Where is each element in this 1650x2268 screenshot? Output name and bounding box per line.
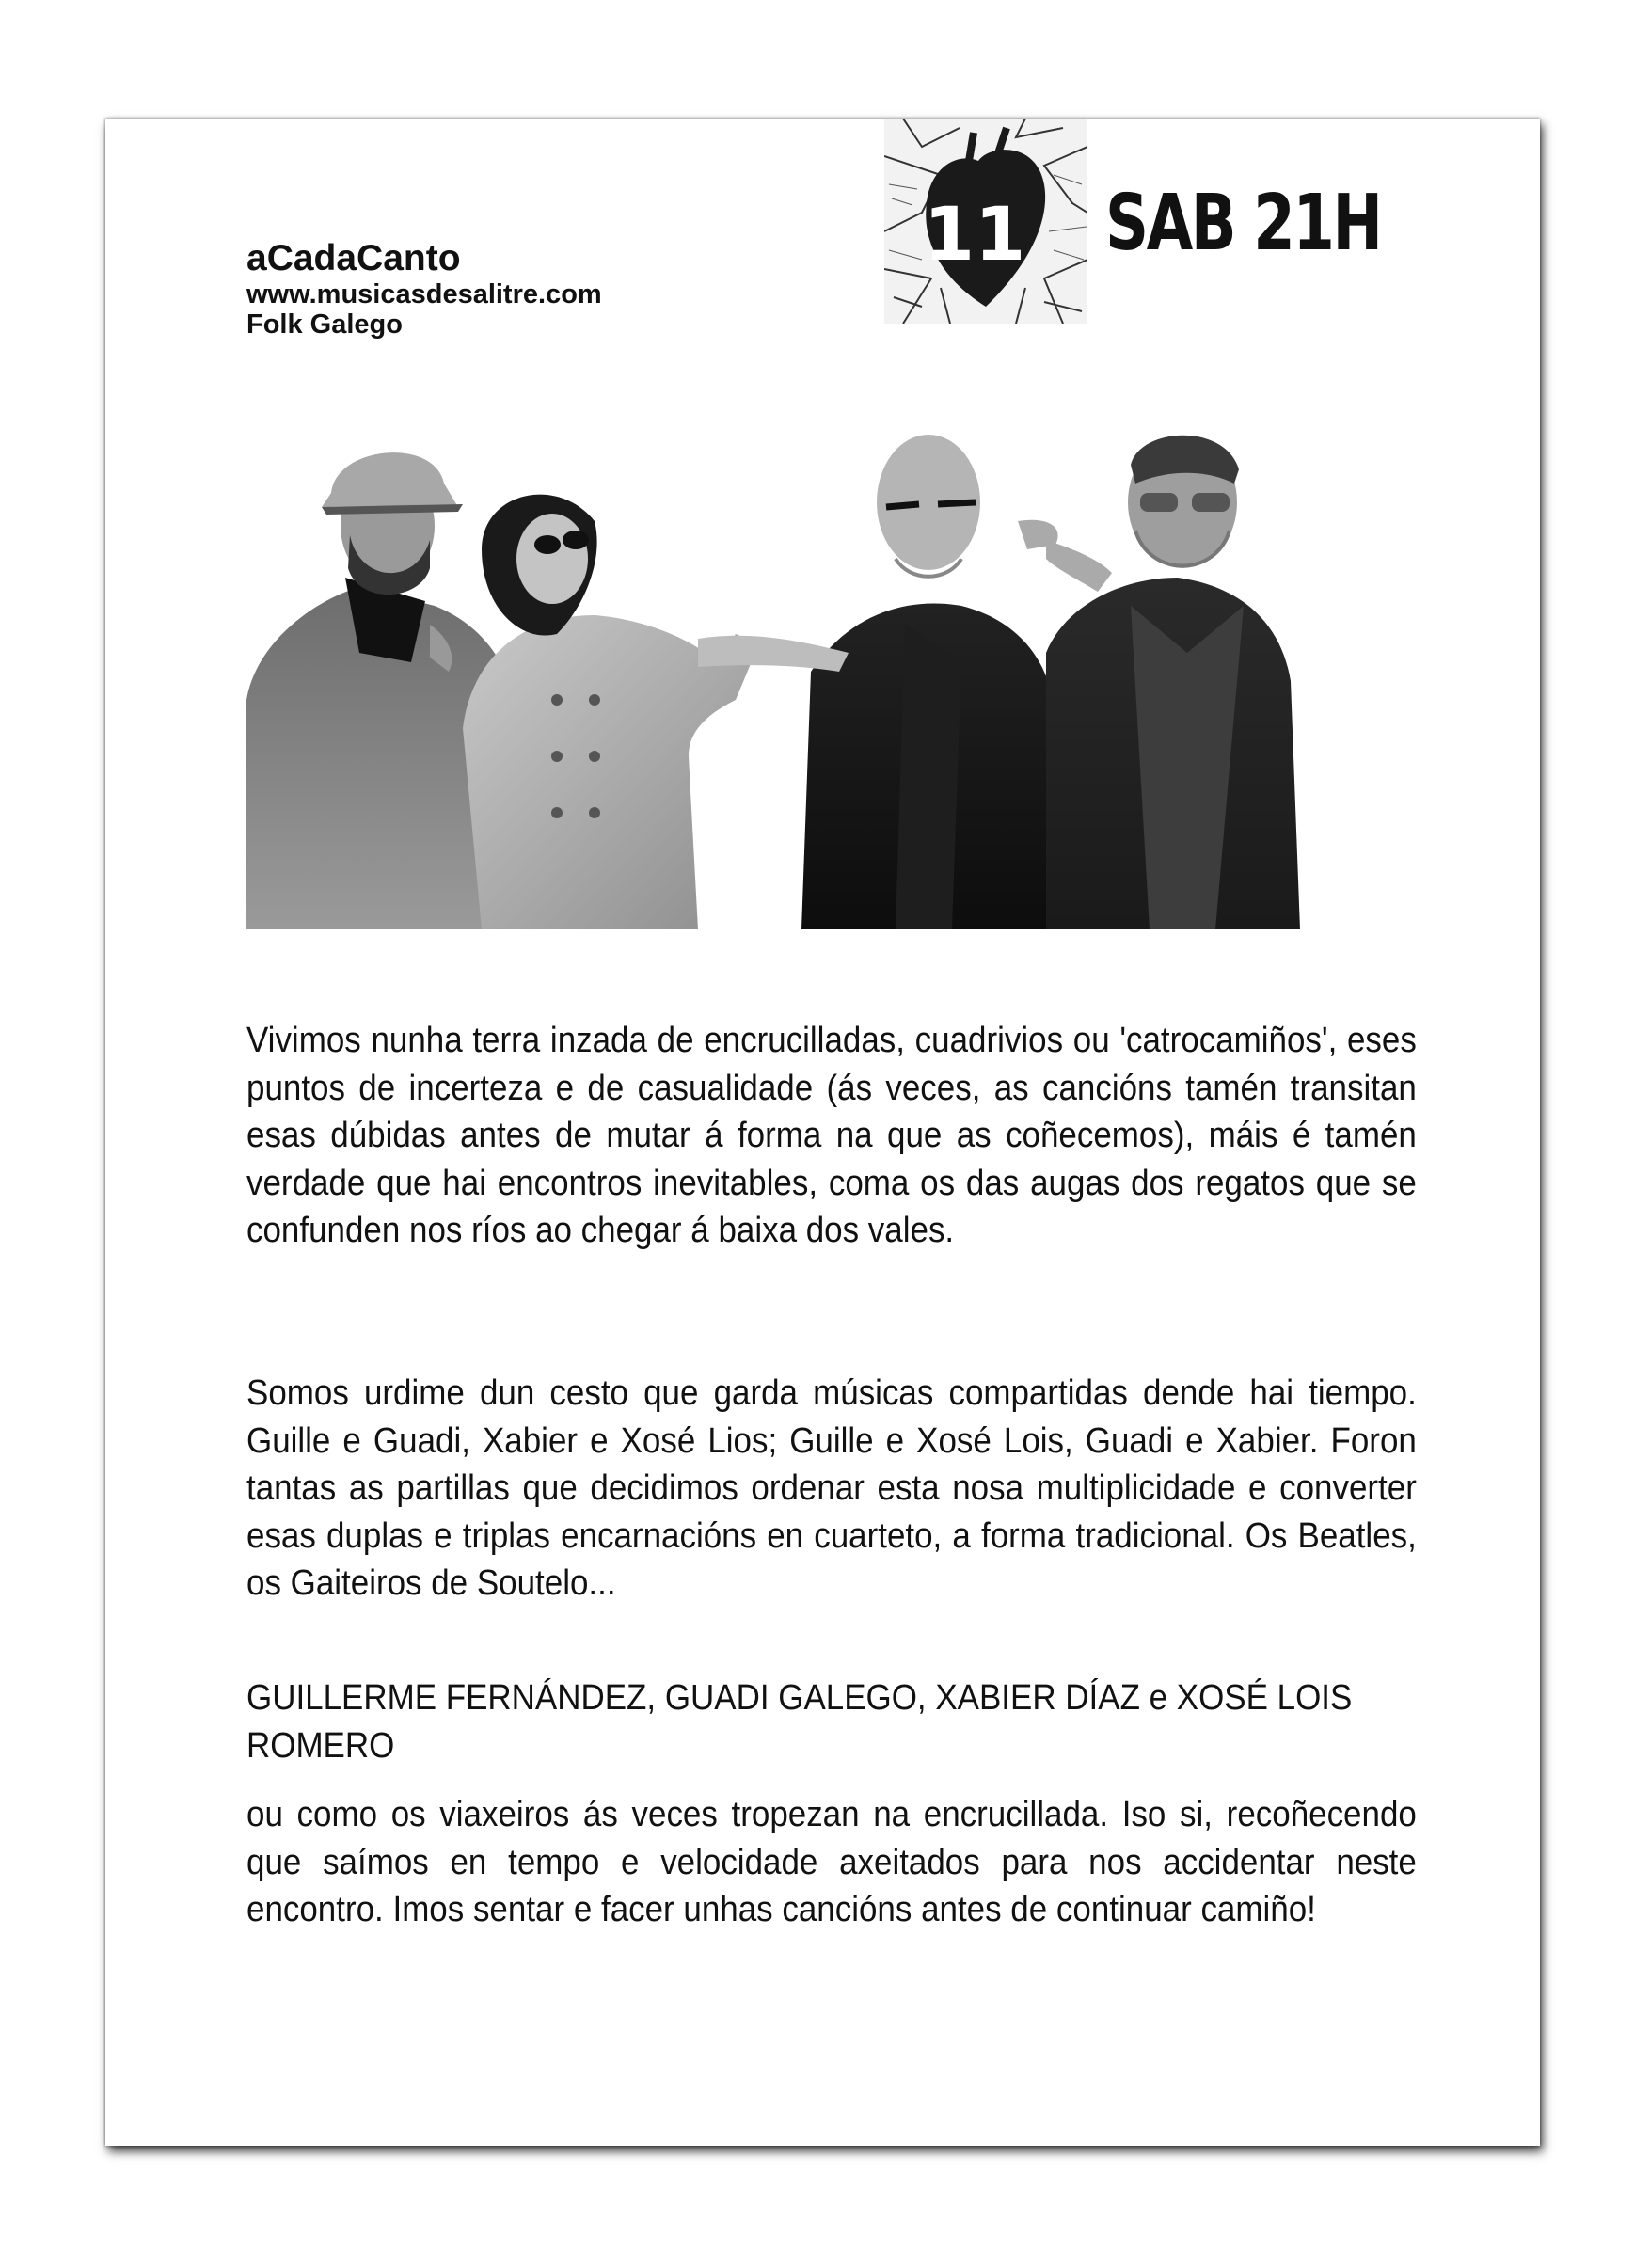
paragraph-intro: Vivimos nunha terra inzada de encrucilladas, cuadrivios ou 'catrocamiños', eses puntos de incerteza e de casualidade (ás veces, as cancións tamén transitan esas dúbidas antes de mutar á forma na que as coñecemos), máis é tamén verdade que hai encontros inevitables, coma os das augas dos regatos que se confunden nos ríos ao chegar á baixa dos vales. xyxy=(246,1021,1417,1250)
heart-logo-icon xyxy=(884,119,1087,324)
event-date-time: SAB 21H xyxy=(1105,179,1381,268)
band-photo-icon xyxy=(246,418,1422,929)
paragraph-history: Somos urdime dun cesto que garda músicas compartidas dende hai tiempo. Guille e Guadi, Xabier e Xosé Lios; Guille e Xosé Lois, Guadi e Xabier. Foron tantas as partillas que decidimos ordenar esta nosa multiplicidade e converter esas duplas e triplas encarnacións en cuarteto, a forma tradicional. Os Beatles, os Gaiteiros de Soutelo... xyxy=(246,1373,1417,1603)
band-info xyxy=(246,238,602,340)
page-sheet xyxy=(105,119,1540,2146)
band-genre: Folk Galego xyxy=(246,309,403,340)
festival-heart-logo xyxy=(884,119,1087,324)
day-number: 11 xyxy=(923,193,1026,278)
paragraph-closing: ou como os viaxeiros ás veces tropezan na encrucillada. Iso si, recoñecendo que saímos en tempo e velocidade axeitados para nos accidentar neste encontro. Imos sentar e facer unhas cancións antes de continuar camiño! xyxy=(246,1795,1417,1929)
paragraph-members: GUILLERME FERNÁNDEZ, GUADI GALEGO, XABIER DÍAZ e XOSÉ LOIS ROMERO xyxy=(246,1678,1353,1766)
band-name: aCadaCanto xyxy=(246,238,461,278)
band-photo xyxy=(246,418,1422,929)
band-url: www.musicasdesalitre.com xyxy=(246,279,602,309)
